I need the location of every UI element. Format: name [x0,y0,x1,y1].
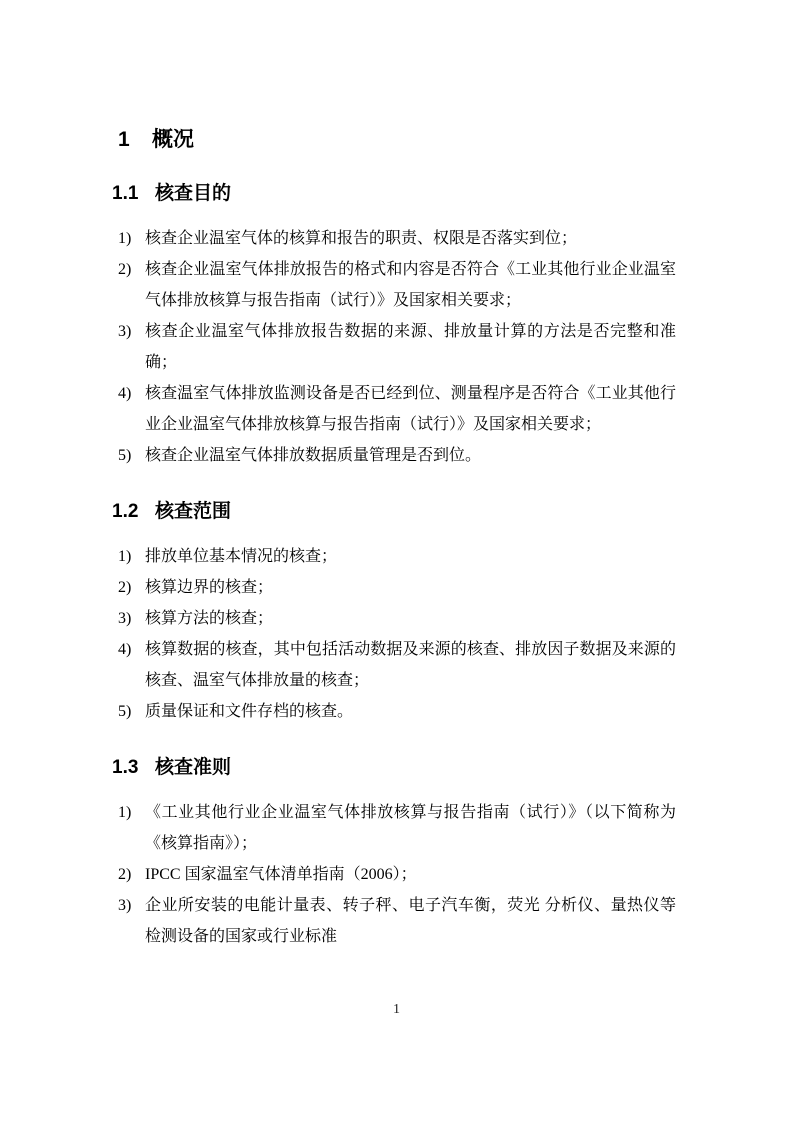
page-number: 1 [393,1002,400,1017]
list-item [118,440,676,471]
list-item [118,634,676,696]
list-item-text: 核算数据的核查，其中包括活动数据及来源的核查、排放因子数据及来源的核查、温室气体排放量的核查； [145,641,676,689]
list-item [118,603,676,634]
list-item [118,378,676,440]
heading-verification-criteria-number: 1.3 [112,757,139,778]
list-item-text: 核算边界的核查； [145,579,274,596]
heading-verification-purpose-title: 核查目的 [155,183,232,204]
heading-verification-scope-number: 1.2 [112,501,139,522]
list-item [118,541,676,572]
section-verification-purpose [112,182,676,471]
list-item-number: 1) [118,230,132,247]
list-item [118,572,676,603]
list-item-number: 3) [118,610,132,627]
list-item-text: 核查温室气体排放监测设备是否已经到位、测量程序是否符合《工业其他行业企业温室气体排放核算与报告指南（试行）》及国家相关要求； [145,385,676,433]
heading-verification-criteria-title: 核查准则 [155,757,232,778]
list-item-text: 《工业其他行业企业温室气体排放核算与报告指南（试行）》（以下简称为《核算指南》）； [145,804,676,852]
list-item-number: 3) [118,323,132,340]
list-item-number: 1) [118,548,132,565]
list-item [118,890,676,952]
list-item-text: IPCC 国家温室气体清单指南（2006）； [145,866,417,883]
list-item-number: 5) [118,447,132,464]
list-item [118,254,676,316]
heading-verification-criteria [112,756,676,780]
section-verification-criteria [112,756,676,952]
heading-overview-number: 1 [118,128,130,151]
list-item-text: 核查企业温室气体排放报告的格式和内容是否符合《工业其他行业企业温室气体排放核算与报告指南（试行）》及国家相关要求； [145,261,676,309]
heading-overview-title: 概况 [152,128,194,151]
heading-verification-scope-title: 核查范围 [155,501,232,522]
list-item-number: 4) [118,641,132,658]
list-item [118,316,676,378]
verification-purpose-list [118,223,676,471]
list-item [118,696,676,727]
list-item-number: 2) [118,261,132,278]
list-item-number: 1) [118,804,132,821]
heading-verification-purpose [112,182,676,206]
list-item-text: 核查企业温室气体的核算和报告的职责、权限是否落实到位； [145,230,578,247]
list-item-text: 质量保证和文件存档的核查。 [145,703,354,720]
list-item-text: 排放单位基本情况的核查； [145,548,338,565]
list-item-text: 核查企业温室气体排放数据质量管理是否到位。 [145,447,482,464]
heading-verification-purpose-number: 1.1 [112,183,139,204]
list-item [118,797,676,859]
list-item-number: 5) [118,703,132,720]
list-item-number: 2) [118,579,132,596]
list-item [118,859,676,890]
heading-verification-scope [112,500,676,524]
list-item-number: 4) [118,385,132,402]
section-verification-scope [112,500,676,727]
list-item-text: 企业所安装的电能计量表、转子秤、电子汽车衡，荧光 分析仪、量热仪等检测设备的国家或行业标准 [145,897,676,945]
list-item-text: 核查企业温室气体排放报告数据的来源、排放量计算的方法是否完整和准确； [145,323,676,371]
list-item-text: 核算方法的核查； [145,610,274,627]
list-item [118,223,676,254]
list-item-number: 3) [118,897,132,914]
verification-scope-list [118,541,676,727]
verification-criteria-list [118,797,676,952]
heading-overview [118,126,676,153]
list-item-number: 2) [118,866,132,883]
